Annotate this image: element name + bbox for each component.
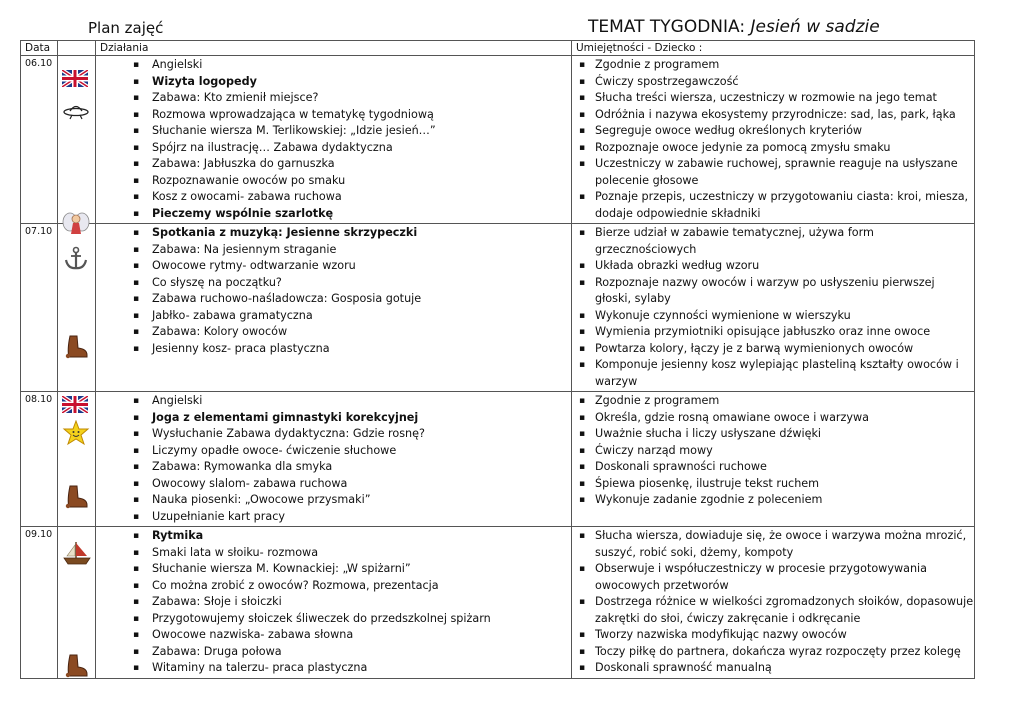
skill-item: ▪ Wykonuje czynności wymienione w wierszyku: [572, 308, 974, 325]
skill-item: ▪ Bierze udział w zabawie tematycznej, używa form grzecznościowych: [572, 225, 974, 258]
activity-item: ▪ Zabawa: Kolory owoców: [96, 324, 571, 341]
skills-cell: [572, 392, 975, 527]
activity-item: ▪ Wysłuchanie Zabawa dydaktyczna: Gdzie rosnę?: [96, 426, 571, 443]
theme-label: TEMAT TYGODNIA:: [588, 17, 746, 37]
activity-item: ▪ Zabawa: Jabłuszka do garnuszka: [96, 156, 571, 173]
skills-cell: [572, 56, 975, 224]
skill-item: ▪ Śpiewa piosenkę, ilustruje tekst ruchem: [572, 476, 974, 493]
activity-item: ▪ Rozpoznawanie owoców po smaku: [96, 173, 571, 190]
activities-cell: [96, 224, 572, 392]
skill-item: ▪ Rozpoznaje owoce jedynie za pomocą zmysłu smaku: [572, 140, 974, 157]
skills-cell: [572, 527, 975, 679]
skill-item: ▪ Tworzy nazwiska modyfikując nazwy owoców: [572, 627, 974, 644]
skill-item: ▪ Określa, gdzie rosną omawiane owoce i warzywa: [572, 410, 974, 427]
activity-item: ▪ Owocowe rytmy- odtwarzanie wzoru: [96, 258, 571, 275]
skill-item: ▪ Komponuje jesienny kosz wylepiając plasteliną kształty owoców i warzyw: [572, 357, 974, 390]
skill-item: ▪ Zgodnie z programem: [572, 57, 974, 74]
skill-item: ▪ Powtarza kolory, łączy je z barwą wymienionych owoców: [572, 341, 974, 358]
activity-item: ▪ Kosz z owocami- zabawa ruchowa: [96, 189, 571, 206]
uk-flag-icon: [62, 70, 88, 90]
activity-item: ▪ Jesienny kosz- praca plastyczna: [96, 341, 571, 358]
activity-item: ▪ Angielski: [96, 57, 571, 74]
day-date: 09.10: [21, 527, 58, 679]
activity-item: ▪ Zabawa: Kto zmienił miejsce?: [96, 90, 571, 107]
activity-item: ▪ Zabawa: Na jesiennym straganie: [96, 242, 571, 259]
skill-item: ▪ Uczestniczy w zabawie ruchowej, sprawnie reaguje na usłyszane polecenie głosowe: [572, 156, 974, 189]
uk-flag-icon: [62, 396, 88, 416]
activity-item: ▪ Zabawa ruchowo-naśladowcza: Gosposia gotuje: [96, 291, 571, 308]
day-row: [21, 224, 975, 392]
skill-item: ▪ Układa obrazki według wzoru: [572, 258, 974, 275]
skill-item: ▪ Segreguje owoce według określonych kryteriów: [572, 123, 974, 140]
day-date: 08.10: [21, 392, 58, 527]
day-icons: [58, 527, 96, 679]
activities-cell: [96, 392, 572, 527]
skill-item: ▪ Wymienia przymiotniki opisujące jabłuszko oraz inne owoce: [572, 324, 974, 341]
activity-item: ▪ Liczymy opadłe owoce- ćwiczenie słuchowe: [96, 443, 571, 460]
ship-icon: [62, 541, 88, 561]
activity-item: ▪ Spotkania z muzyką: Jesienne skrzypeczki: [96, 225, 571, 242]
activity-item: ▪ Przygotowujemy słoiczek śliweczek do przedszkolnej spiżarn: [96, 611, 571, 628]
activity-item: ▪ Angielski: [96, 393, 571, 410]
skill-item: ▪ Doskonali sprawność manualną: [572, 660, 974, 677]
schedule-table: [20, 40, 975, 679]
activity-item: ▪ Słuchanie wiersza M. Kownackiej: „W spiżarni”: [96, 561, 571, 578]
activity-item: ▪ Co słyszę na początku?: [96, 275, 571, 292]
skill-item: ▪ Wykonuje zadanie zgodnie z poleceniem: [572, 492, 974, 509]
activity-item: ▪ Owocowe nazwiska- zabawa słowna: [96, 627, 571, 644]
icon-header: [58, 41, 96, 56]
date-header: Data: [21, 41, 58, 56]
activity-item: ▪ Spójrz na ilustrację… Zabawa dydaktyczna: [96, 140, 571, 157]
ufo-icon: [62, 100, 88, 120]
skills-cell: [572, 224, 975, 392]
day-date: 07.10: [21, 224, 58, 392]
activity-item: ▪ Słuchanie wiersza M. Terlikowskiej: „Idzie jesień…”: [96, 123, 571, 140]
skill-item: ▪ Toczy piłkę do partnera, dokańcza wyraz rozpoczęty przez kolegę: [572, 644, 974, 661]
header-row: [21, 41, 975, 56]
activity-item: ▪ Joga z elementami gimnastyki korekcyjnej: [96, 410, 571, 427]
day-row: [21, 527, 975, 679]
anchor-icon: [62, 246, 88, 266]
activity-item: ▪ Uzupełnianie kart pracy: [96, 509, 571, 526]
day-icons: [58, 56, 96, 224]
activity-item: ▪ Zabawa: Słoje i słoiczki: [96, 594, 571, 611]
activity-item: ▪ Owocowy slalom- zabawa ruchowa: [96, 476, 571, 493]
skill-item: ▪ Ćwiczy spostrzegawczość: [572, 74, 974, 91]
skill-item: ▪ Rozpoznaje nazwy owoców i warzyw po usłyszeniu pierwszej głoski, sylaby: [572, 275, 974, 308]
day-icons: [58, 224, 96, 392]
theme-name: Jesień w sadzie: [750, 17, 880, 37]
skill-item: ▪ Dostrzega różnice w wielkości zgromadzonych słoików, dopasowuje zakrętki do słoi, ćwiczy zakręcanie i odkręcanie: [572, 594, 974, 627]
activity-item: ▪ Zabawa: Rymowanka dla smyka: [96, 459, 571, 476]
skills-header: Umiejętności - Dziecko :: [572, 41, 975, 56]
activity-item: ▪ Rozmowa wprowadzająca w tematykę tygodniową: [96, 107, 571, 124]
skill-item: ▪ Zgodnie z programem: [572, 393, 974, 410]
skill-item: ▪ Słucha treści wiersza, uczestniczy w rozmowie na jego temat: [572, 90, 974, 107]
skill-item: ▪ Poznaje przepis, uczestniczy w przygotowaniu ciasta: kroi, miesza, dodaje odpowiednie składniki: [572, 189, 974, 222]
boot-icon: [62, 334, 88, 354]
activities-cell: [96, 56, 572, 224]
activity-item: ▪ Zabawa: Druga połowa: [96, 644, 571, 661]
activity-item: ▪ Co można zrobić z owoców? Rozmowa, prezentacja: [96, 578, 571, 595]
activity-item: ▪ Nauka piosenki: „Owocowe przysmaki”: [96, 492, 571, 509]
activity-item: ▪ Jabłko- zabawa gramatyczna: [96, 308, 571, 325]
skill-item: ▪ Obserwuje i współuczestniczy w procesie przygotowywania owocowych przetworów: [572, 561, 974, 594]
day-row: [21, 56, 975, 224]
skill-item: ▪ Odróżnia i nazywa ekosystemy przyrodnicze: sad, las, park, łąka: [572, 107, 974, 124]
day-icons: [58, 392, 96, 527]
week-theme: [588, 17, 880, 37]
skill-item: ▪ Doskonali sprawności ruchowe: [572, 459, 974, 476]
activity-item: ▪ Rytmika: [96, 528, 571, 545]
skill-item: ▪ Uważnie słucha i liczy usłyszane dźwięki: [572, 426, 974, 443]
activity-item: ▪ Pieczemy wspólnie szarlotkę: [96, 206, 571, 223]
activity-item: ▪ Wizyta logopedy: [96, 74, 571, 91]
activities-cell: [96, 527, 572, 679]
star-icon: [62, 420, 88, 440]
skill-item: ▪ Ćwiczy narząd mowy: [572, 443, 974, 460]
plan-title: Plan zajęć: [88, 19, 164, 37]
activity-item: ▪ Witaminy na talerzu- praca plastyczna: [96, 660, 571, 677]
activity-item: ▪ Smaki lata w słoiku- rozmowa: [96, 545, 571, 562]
day-date: 06.10: [21, 56, 58, 224]
day-row: [21, 392, 975, 527]
boot-icon: [62, 653, 88, 673]
boot-icon: [62, 484, 88, 504]
activities-header: Działania: [96, 41, 572, 56]
skill-item: ▪ Słucha wiersza, dowiaduje się, że owoce i warzywa można mrozić, suszyć, robić soki, dżemy, kompoty: [572, 528, 974, 561]
